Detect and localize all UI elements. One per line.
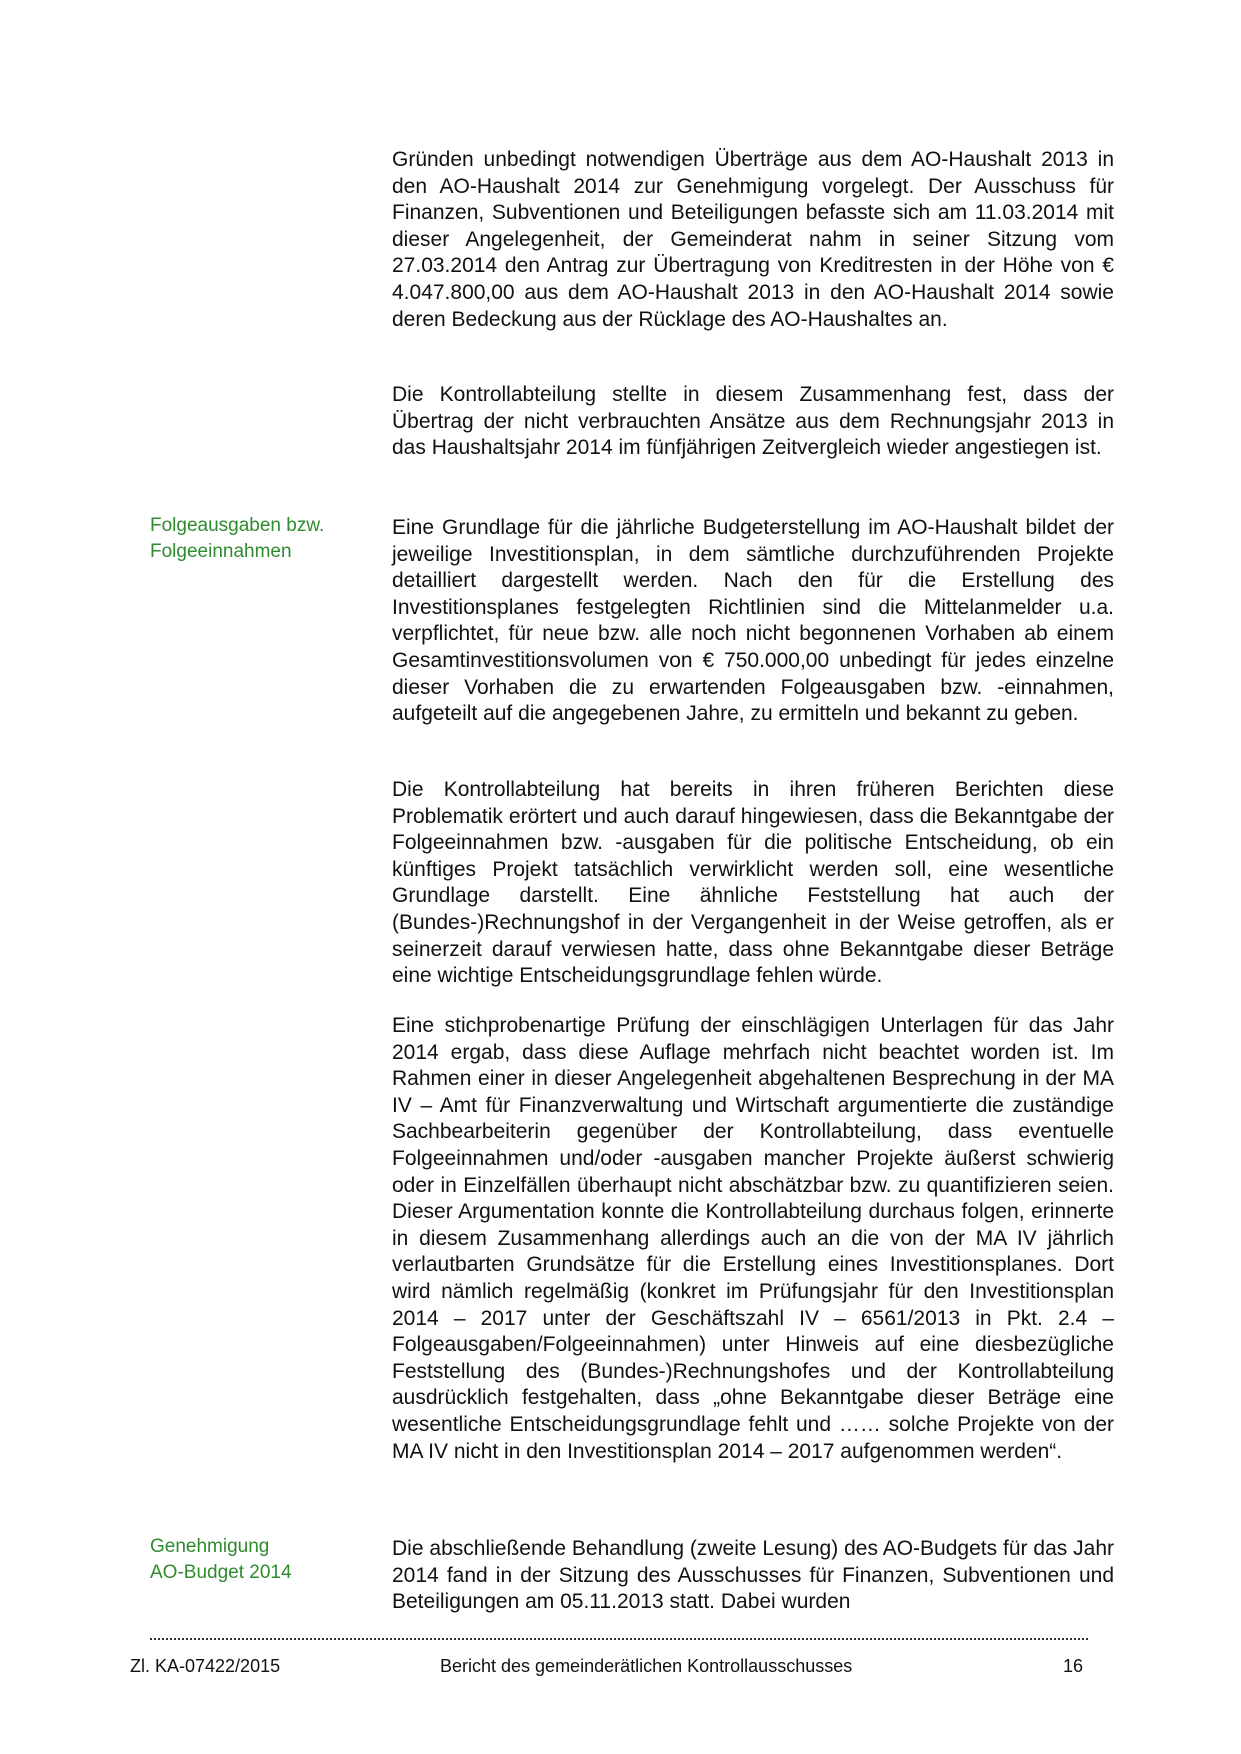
body-paragraph-5: Eine stichprobenartige Prüfung der einschlägigen Unterlagen für das Jahr 2014 ergab, dass diese Auflage mehrfach nicht beachtet worden ist. Im Rahmen einer in dieser Angelegenheit abgehaltenen Besprechung in der MA IV – Amt für Finanzverwaltung und Wirtschaft argumentierte die zuständige Sachbearbeiterin gegenüber der Kontrollabteilung, dass eventuelle Folgeeinnahmen und/oder -ausgaben mancher Projekte äußerst schwierig oder in Einzelfällen überhaupt nicht abschätzbar bzw. zu quantifizieren seien. Dieser Argumentation konnte die Kontrollabteilung durchaus folgen, erinnerte in diesem Zusammenhang allerdings auch an die von der MA IV jährlich verlautbarten Grundsätze für die Erstellung eines Investitionsplanes. Dort wird nämlich regelmäßig (konkret im Prüfungsjahr für den Investitionsplan 2014 – 2017 unter der Geschäftszahl IV – 6561/2013 in Pkt. 2.4 – Folgeausgaben/Folgeeinnahmen) unter Hinweis auf eine diesbezügliche Feststellung des (Bundes-)Rechnungshofes und der Kontrollabteilung ausdrücklich festgehalten, dass „ohne Bekanntgabe dieser Beträge eine wesentliche Entscheidungsgrundlage fehlt und …… solche Projekte von der MA IV nicht in den Investitionsplan 2014 – 2017 aufgenommen werden“. (392, 1014, 1114, 1463)
footer-title: Bericht des gemeinderätlichen Kontrollausschusses (440, 1656, 853, 1676)
footer-page-number: 16 (1063, 1656, 1084, 1676)
body-paragraph-1: Gründen unbedingt notwendigen Überträge aus dem AO-Haushalt 2013 in den AO-Haushalt 2014 zur Genehmigung vorgelegt. Der Ausschuss für Finanzen, Subventionen und Beteiligungen befasste sich am 11.03.2014 mit dieser Angelegenheit, der Gemeinderat nahm in seiner Sitzung vom 27.03.2014 den Antrag zur Übertragung von Kreditresten in der Höhe von € 4.047.800,00 aus dem AO-Haushalt 2013 in den AO-Haushalt 2014 sowie deren Bedeckung aus der Rücklage des AO-Haushaltes an. (392, 148, 1114, 331)
margin-note-line: Genehmigung (150, 1536, 270, 1557)
margin-note-genehmigung (150, 1534, 360, 1586)
margin-note-line: Folgeausgaben bzw. (150, 515, 325, 536)
footer-divider (150, 1638, 1088, 1640)
body-paragraph-2: Die Kontrollabteilung stellte in diesem Zusammenhang fest, dass der Übertrag der nicht verbrauchten Ansätze aus dem Rechnungsjahr 2013 in das Haushaltsjahr 2014 im fünfjährigen Zeitvergleich wieder angestiegen ist. (392, 383, 1114, 460)
footer-reference: Zl. KA-07422/2015 (130, 1656, 281, 1676)
margin-note-folgeausgaben (150, 513, 360, 565)
body-paragraph-3: Eine Grundlage für die jährliche Budgeterstellung im AO-Haushalt bildet der jeweilige Investitionsplan, in dem sämtliche durchzuführenden Projekte detailliert dargestellt werden. Nach den für die Erstellung des Investitionsplanes festgelegten Richtlinien sind die Mittelanmelder u.a. verpflichtet, für neue bzw. alle noch nicht begonnenen Vorhaben ab einem Gesamtinvestitionsvolumen von € 750.000,00 unbedingt für jedes einzelne dieser Vorhaben die zu erwartenden Folgeausgaben bzw. -einnahmen, aufgeteilt auf die angegebenen Jahre, zu ermitteln und bekannt zu geben. (392, 516, 1114, 726)
margin-note-line: AO-Budget 2014 (150, 1562, 292, 1583)
body-paragraph-6: Die abschließende Behandlung (zweite Lesung) des AO-Budgets für das Jahr 2014 fand in der Sitzung des Ausschusses für Finanzen, Subventionen und Beteiligungen am 05.11.2013 statt. Dabei wurden (392, 1537, 1114, 1614)
body-paragraph-4: Die Kontrollabteilung hat bereits in ihren früheren Berichten diese Problematik erörtert und auch darauf hingewiesen, dass die Bekanntgabe der Folgeeinnahmen bzw. -ausgaben für die politische Entscheidung, ob ein künftiges Projekt tatsächlich verwirklicht werden soll, eine wesentliche Grundlage darstellt. Eine ähnliche Feststellung hat auch der (Bundes-)Rechnungshof in der Vergangenheit in der Weise getroffen, als er seinerzeit darauf verwiesen hatte, dass ohne Bekanntgabe dieser Beträge eine wichtige Entscheidungsgrundlage fehlen würde. (392, 778, 1114, 988)
margin-note-line: Folgeeinnahmen (150, 541, 292, 562)
